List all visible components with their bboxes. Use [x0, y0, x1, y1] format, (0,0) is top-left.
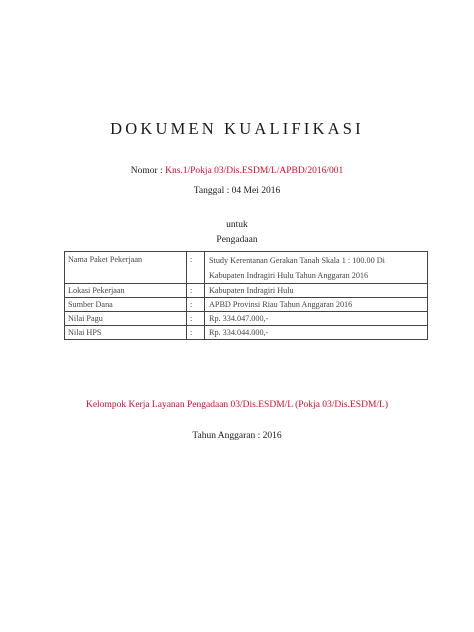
row-value-line: Kabupaten Indragiri Hulu Tahun Anggaran 2016 — [209, 270, 369, 280]
document-number-value: Kns.1/Pokja 03/Dis.ESDM/L/APBD/2016/001 — [165, 166, 344, 176]
row-label: Nama Paket Pekerjaan — [65, 252, 187, 284]
budget-year: Tahun Anggaran : 2016 — [192, 431, 282, 441]
pengadaan-text: Pengadaan — [216, 235, 258, 245]
row-separator: : — [187, 284, 205, 298]
row-value: Kabupaten Indragiri Hulu — [205, 284, 428, 298]
working-group-name: Kelompok Kerja Layanan Pengadaan 03/Dis.ESDM/L (Pokja 03/Dis.ESDM/L) — [85, 400, 388, 410]
row-separator: : — [187, 252, 205, 284]
document-title: DOKUMEN KUALIFIKASI — [110, 119, 364, 138]
table-row — [65, 298, 428, 312]
row-value: Rp. 334.044.000,- — [205, 326, 428, 340]
untuk-text: untuk — [226, 220, 248, 230]
package-info-table — [64, 251, 428, 340]
row-label: Lokasi Pekerjaan — [65, 284, 187, 298]
document-date: Tanggal : 04 Mei 2016 — [193, 186, 281, 196]
table-row — [65, 284, 428, 298]
document-number-label: Nomor : — [130, 166, 166, 176]
table-row — [65, 252, 428, 284]
row-value-line: Study Kerentanan Gerakan Tanah Skala 1 : 100.00 Di — [209, 255, 385, 265]
row-label: Nilai Pagu — [65, 312, 187, 326]
row-label: Nilai HPS — [65, 326, 187, 340]
table-row — [65, 326, 428, 340]
row-separator: : — [187, 298, 205, 312]
table-row — [65, 312, 428, 326]
row-value: APBD Provinsi Riau Tahun Anggaran 2016 — [205, 298, 428, 312]
row-label: Sumber Dana — [65, 298, 187, 312]
row-separator: : — [187, 312, 205, 326]
row-value — [205, 252, 428, 284]
row-value: Rp. 334.047.000,- — [205, 312, 428, 326]
row-separator: : — [187, 326, 205, 340]
document-number — [0, 166, 474, 176]
